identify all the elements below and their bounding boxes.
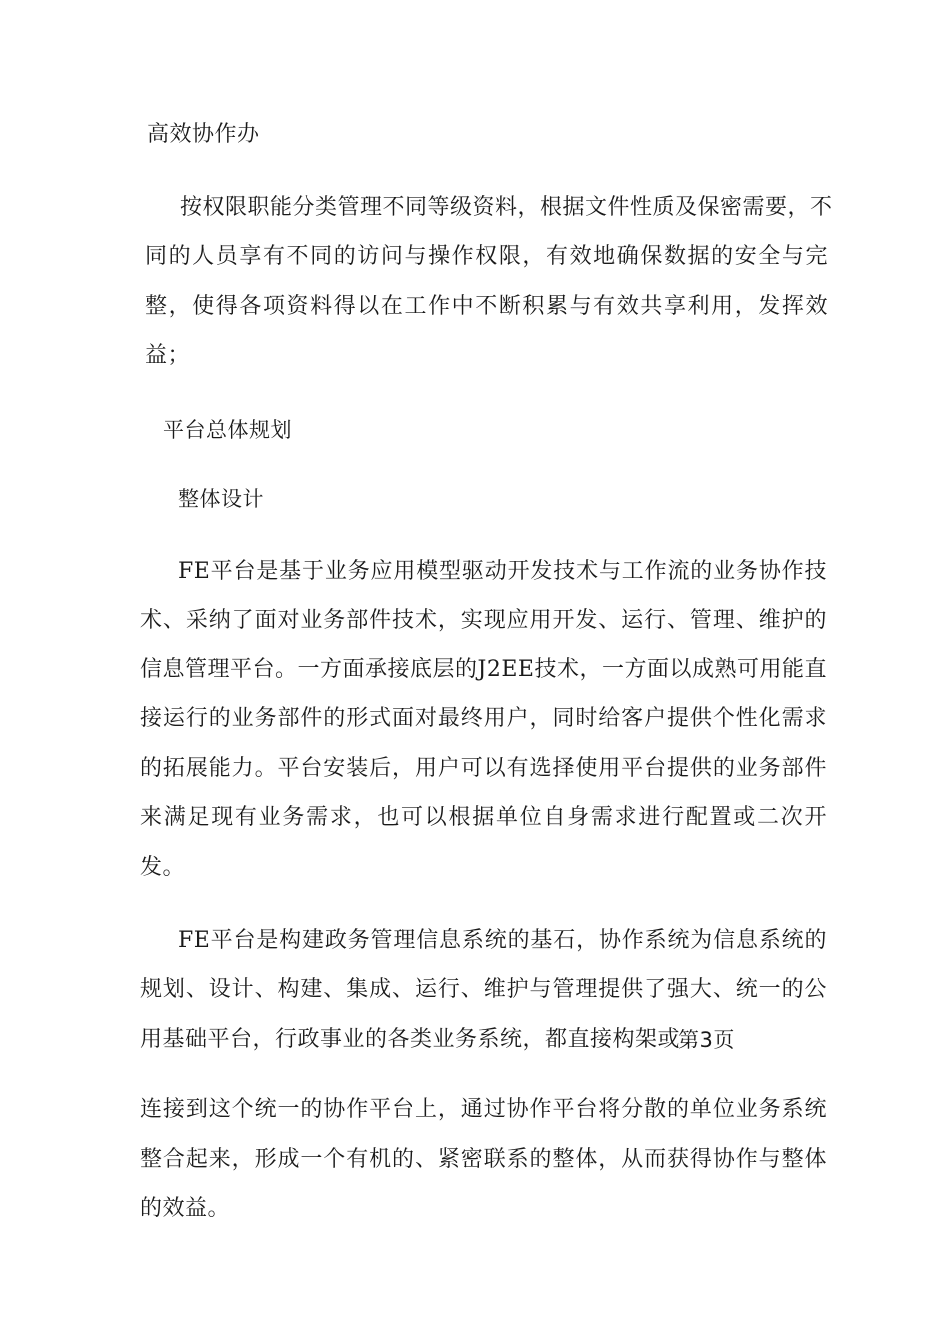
paragraph-line: 发。: [140, 855, 186, 880]
paragraph-line: 来满足现有业务需求，也可以根据单位自身需求进行配置或二次开: [140, 805, 827, 830]
subsection-heading: 整体设计: [178, 487, 264, 511]
paragraph-line: 的拓展能力。平台安装后，用户可以有选择使用平台提供的业务部件: [140, 756, 827, 781]
section-heading: 高效协作办: [147, 122, 260, 147]
paragraph-line: FE平台是基于业务应用模型驱动开发技术与工作流的业务协作技: [178, 559, 827, 584]
paragraph-line: 接运行的业务部件的形式面对最终用户，同时给客户提供个性化需求: [140, 706, 827, 731]
paragraph-line: 术、采纳了面对业务部件技术，实现应用开发、运行、管理、维护的: [140, 608, 827, 633]
paragraph-line: 整，使得各项资料得以在工作中不断积累与有效共享利用，发挥效: [145, 294, 828, 319]
paragraph-line: 连接到这个统一的协作平台上，通过协作平台将分散的单位业务系统: [140, 1097, 827, 1122]
paragraph-line: 规划、设计、构建、集成、运行、维护与管理提供了强大、统一的公: [140, 977, 827, 1002]
page-number: 第3页: [678, 1028, 735, 1052]
paragraph-line: 整合起来，形成一个有机的、紧密联系的整体，从而获得协作与整体: [140, 1147, 827, 1172]
paragraph-line: 用基础平台，行政事业的各类业务系统，都直接构架或: [140, 1027, 681, 1052]
paragraph-line: 益；: [145, 343, 191, 368]
paragraph-line: 同的人员享有不同的访问与操作权限，有效地确保数据的安全与完: [145, 244, 828, 269]
paragraph-line: FE平台是构建政务管理信息系统的基石，协作系统为信息系统的: [178, 928, 827, 953]
section-heading: 平台总体规划: [163, 418, 292, 442]
paragraph-line: 信息管理平台。一方面承接底层的J2EE技术，一方面以成熟可用能直: [140, 657, 827, 682]
paragraph-line: 的效益。: [140, 1196, 231, 1221]
paragraph-line: 按权限职能分类管理不同等级资料，根据文件性质及保密需要，不: [180, 195, 833, 220]
